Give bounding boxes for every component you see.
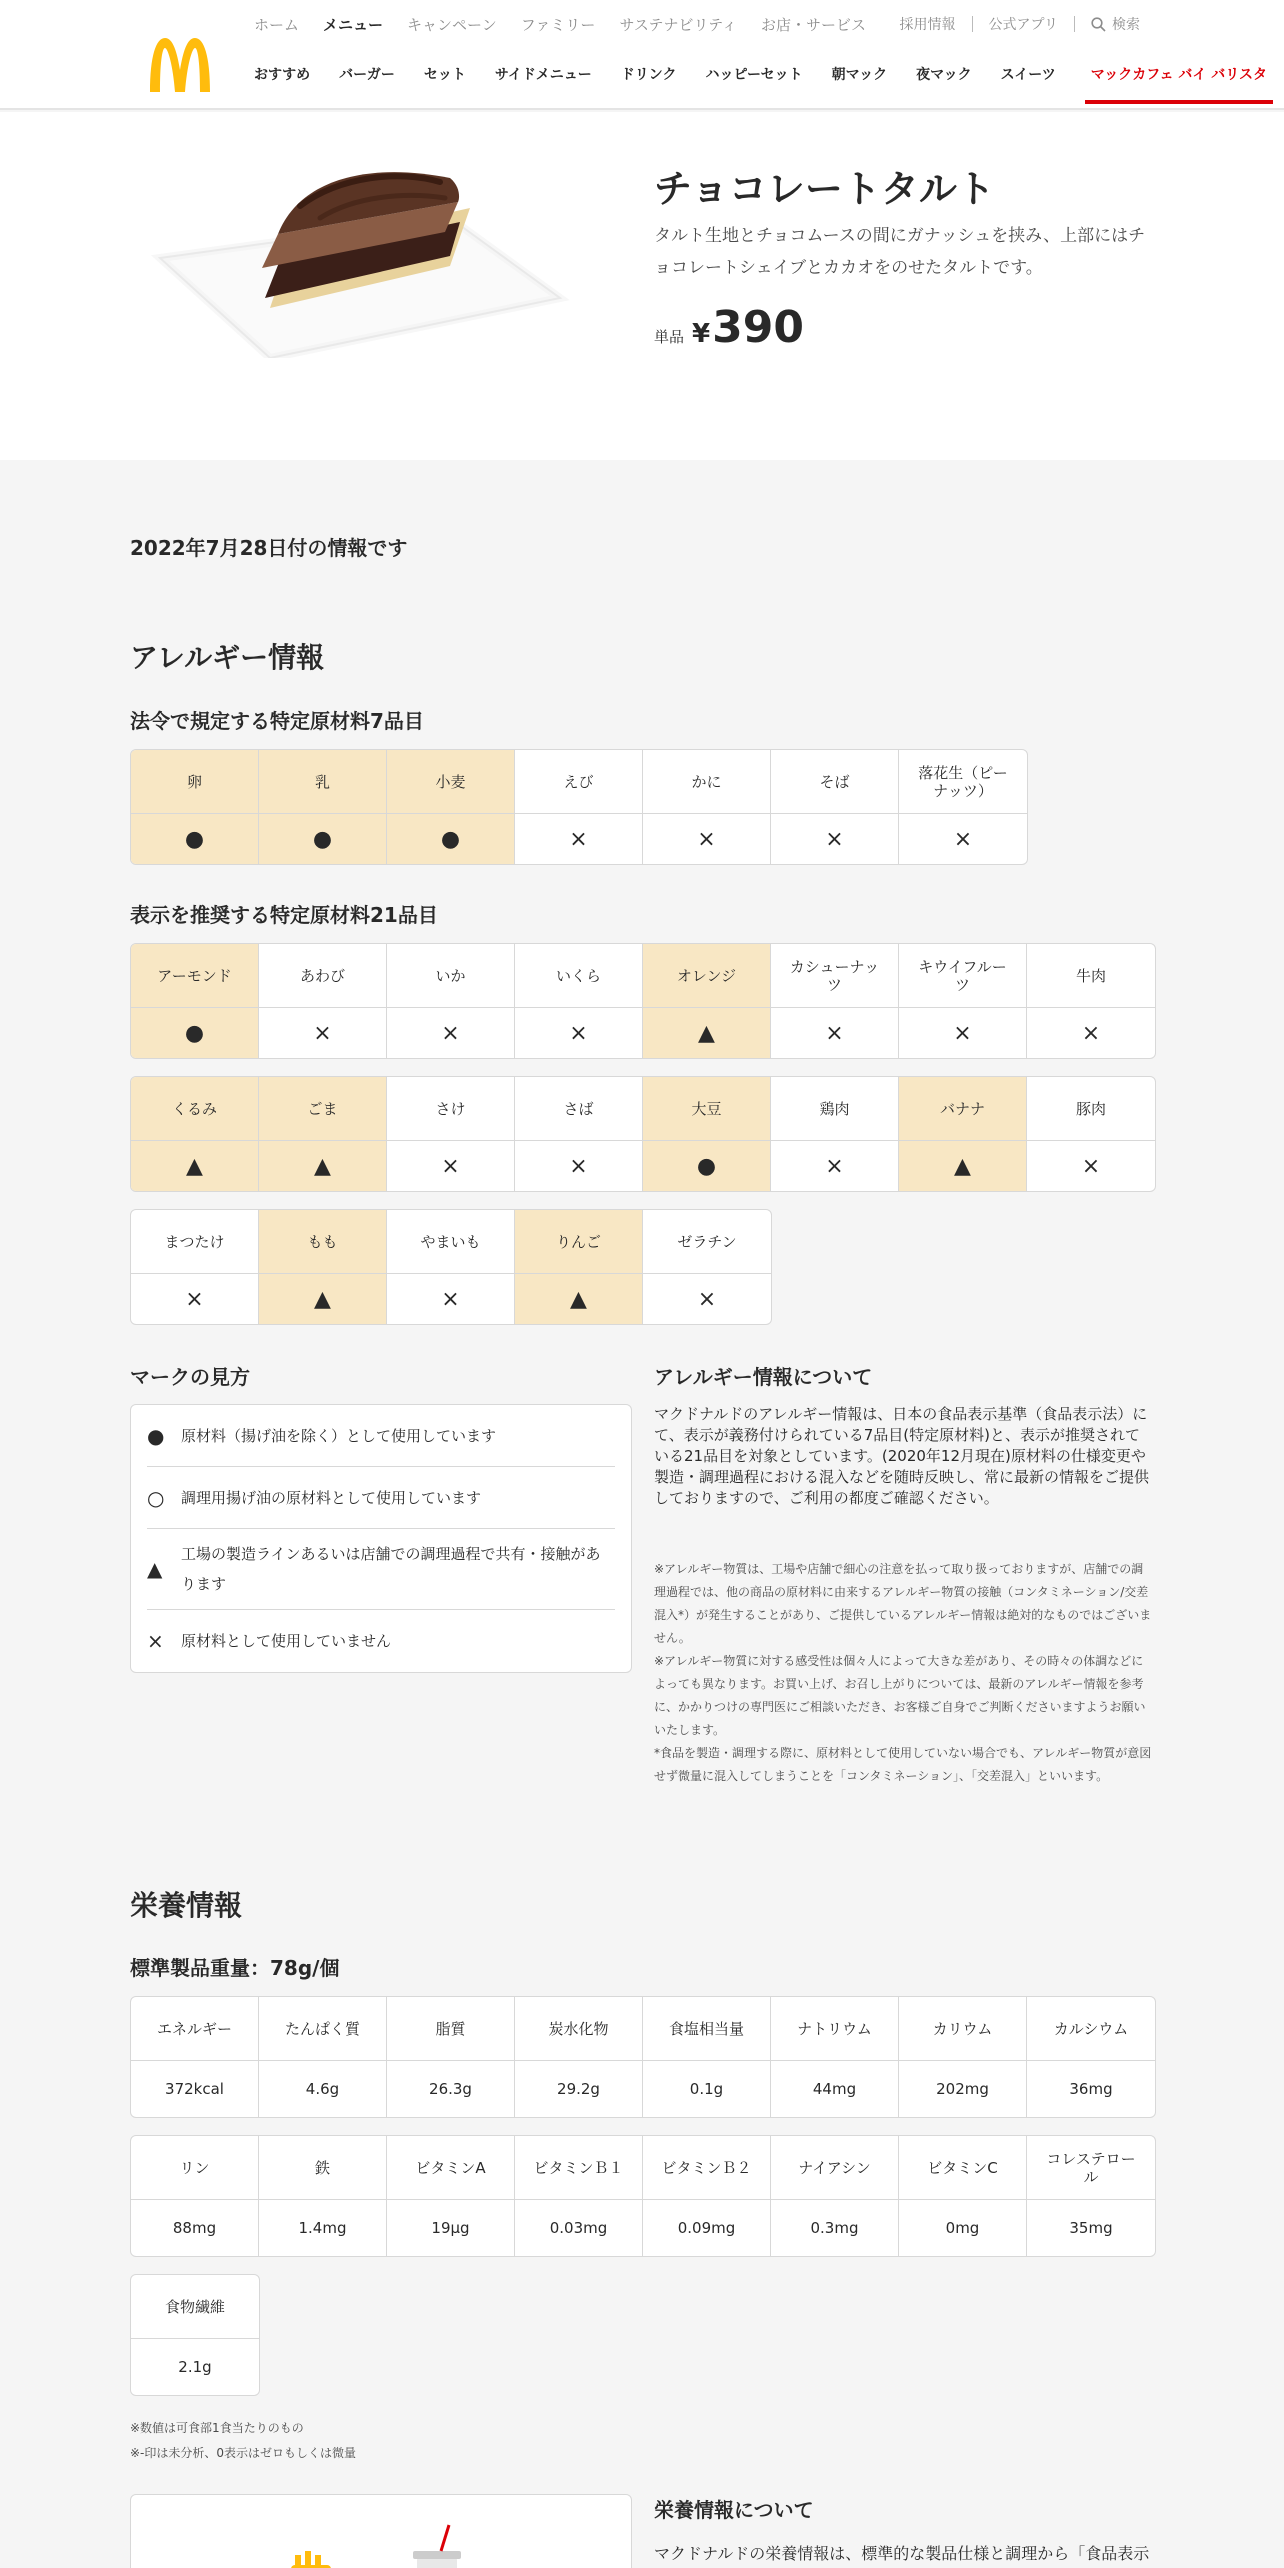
legend-row (147, 1529, 615, 1610)
allergen-mark: ● (312, 826, 333, 852)
allergen-mark: ● (696, 1153, 717, 1179)
nutrient-cell (387, 1997, 515, 2117)
price-currency: ¥ (692, 319, 711, 349)
nutrient-value: 0.1g (689, 2080, 724, 2098)
allergen-name: カシューナッツ (771, 944, 898, 1008)
legend-row (147, 1467, 615, 1529)
allergen-mark: × (441, 1020, 460, 1046)
nutrient-value: 0.3mg (810, 2219, 859, 2237)
nutrient-name: カルシウム (1027, 1997, 1155, 2061)
nutrient-value: 0.09mg (677, 2219, 736, 2237)
nutrient-name: リン (131, 2136, 258, 2200)
food-illustration (131, 2495, 632, 2568)
recommended-allergens-table (130, 1209, 772, 1325)
allergen-name: バナナ (899, 1077, 1026, 1141)
legend-symbol: × (147, 1629, 164, 1653)
nutrient-cell (899, 1997, 1027, 2117)
allergen-cell (771, 944, 899, 1058)
allergen-cell (131, 1077, 259, 1191)
legend-text: 原材料として使用していません (181, 1632, 392, 1650)
main-nav-item[interactable]: サイドメニュー (494, 67, 592, 83)
nutrient-name: 炭水化物 (515, 1997, 642, 2061)
util-link-app[interactable]: 公式アプリ (988, 17, 1058, 33)
nutrient-name: ナイアシン (771, 2136, 898, 2200)
main-nav-item[interactable]: 朝マック (831, 67, 888, 83)
allergen-name: くるみ (131, 1077, 258, 1141)
nutrition-table (130, 1996, 1156, 2118)
allergen-name: 乳 (259, 750, 386, 814)
allergen-mark: × (441, 1286, 460, 1312)
top-nav-item[interactable]: サステナビリティ (619, 16, 738, 34)
allergen-cell (643, 750, 771, 864)
legend-row (147, 1405, 615, 1467)
allergen-name: 牛肉 (1027, 944, 1155, 1008)
price-amount: 390 (712, 302, 804, 353)
main-nav-item[interactable]: セット (423, 67, 466, 83)
product-title: チョコレートタルト (654, 167, 995, 211)
allergen-name: ごま (259, 1077, 386, 1141)
nutrient-cell (259, 1997, 387, 2117)
nutrient-cell (771, 1997, 899, 2117)
nutrient-value: 372kcal (165, 2080, 224, 2098)
info-date: 2022年7月28日付の情報です (130, 536, 408, 560)
allergy-note: ※アレルギー物質に対する感受性は個々人によって大きな差があり、その時々の体調などによっても異なります。お買い上げ、お召し上がりについては、最新のアレルギー情報を参考に、かかりつけの専門医にご相談いただき、お客様ご自身でご判断くださいますようお願いいたします。 (654, 1654, 1146, 1737)
allergen-cell (259, 750, 387, 864)
nutrient-value: 202mg (936, 2080, 989, 2098)
allergen-cell (259, 944, 387, 1058)
nutrient-name: 脂質 (387, 1997, 514, 2061)
main-navigation (254, 64, 1273, 104)
nutrient-cell (259, 2136, 387, 2256)
nutrition-table (130, 2274, 260, 2396)
allergen-mark: × (825, 826, 844, 852)
nutrition-note: ※数値は可食部1食当たりのもの (130, 2421, 304, 2435)
site-header (0, 0, 1284, 110)
recommended-allergens-table (130, 1076, 1156, 1192)
mcdonalds-logo[interactable] (146, 36, 214, 92)
allergen-cell (515, 944, 643, 1058)
allergen-cell (131, 750, 259, 864)
required-allergens-title: 法令で規定する特定原材料7品目 (130, 709, 424, 733)
allergen-name: 小麦 (387, 750, 514, 814)
allergen-cell (643, 1077, 771, 1191)
allergen-name: オレンジ (643, 944, 770, 1008)
top-nav-item[interactable]: キャンペーン (407, 16, 497, 34)
allergen-mark: ● (184, 826, 205, 852)
main-nav-item[interactable]: スイーツ (1000, 67, 1056, 83)
allergen-mark: ● (184, 1020, 205, 1046)
allergen-name: いくら (515, 944, 642, 1008)
nutrient-cell (643, 1997, 771, 2117)
allergen-cell (1027, 1077, 1155, 1191)
allergy-about-notes (654, 1558, 1154, 1788)
allergen-mark: × (825, 1153, 844, 1179)
allergen-mark: × (569, 1153, 588, 1179)
nutrient-value: 36mg (1069, 2080, 1113, 2098)
nutrition-about-title: 栄養情報について (654, 2498, 814, 2522)
search-label: 検索 (1112, 17, 1140, 33)
allergen-mark: × (1081, 1020, 1101, 1046)
allergen-mark: ▲ (954, 1153, 971, 1179)
product-price (654, 302, 804, 353)
nutrition-weight: 標準製品重量：78g/個 (130, 1956, 340, 1980)
nutrient-name: 食塩相当量 (643, 1997, 770, 2061)
allergen-mark: ▲ (186, 1153, 203, 1179)
nutrition-illustration-card (130, 2494, 632, 2568)
nutrient-name: エネルギー (131, 1997, 258, 2061)
top-nav-item[interactable]: メニュー (323, 16, 384, 34)
legend-symbol: ○ (147, 1485, 165, 1510)
main-nav-item[interactable]: ハッピーセット (705, 67, 803, 83)
nutrient-name: 鉄 (259, 2136, 386, 2200)
allergen-mark: × (953, 826, 973, 852)
allergen-name: アーモンド (131, 944, 258, 1008)
allergen-name: やまいも (387, 1210, 514, 1274)
allergen-mark: × (1081, 1153, 1101, 1179)
allergen-mark: × (825, 1020, 844, 1046)
allergen-cell (771, 1077, 899, 1191)
nutrient-cell (1027, 2136, 1155, 2256)
allergen-mark: × (569, 1020, 588, 1046)
allergy-note: *食品を製造・調理する際に、原材料として使用していない場合でも、アレルギー物質が意図せず微量に混入してしまうことを「コンタミネーション」、「交差混入」といいます。 (654, 1746, 1152, 1783)
main-nav-item[interactable]: バーガー (339, 67, 395, 83)
nutrient-value: 0mg (945, 2219, 980, 2237)
allergen-mark: ▲ (570, 1286, 587, 1312)
allergen-cell (387, 944, 515, 1058)
main-nav-item[interactable]: おすすめ (254, 67, 311, 83)
allergen-mark: × (185, 1286, 204, 1312)
divider (972, 16, 973, 32)
allergen-mark: ▲ (698, 1020, 715, 1046)
allergen-mark: × (697, 1286, 717, 1312)
nutrient-value: 0.03mg (549, 2219, 608, 2237)
nutrition-note: ※-印は未分析、0表示はゼロもしくは微量 (130, 2446, 357, 2460)
price-unit: 単品 (654, 328, 685, 346)
allergy-about-body: マクドナルドのアレルギー情報は、日本の食品表示基準（食品表示法）にて、表示が義務付けられている7品目(特定原材料)と、表示が推奨されている21品目を対象としています。(2020年12月現在)原材料の仕様変更や製造・調理過程における混入などを随時反映し、常に最新の情報をご提供しておりますので、ご利用の都度ご確認ください。 (654, 1405, 1150, 1507)
legend-text: 原材料（揚げ油を除く）として使用しています (181, 1426, 497, 1445)
nutrient-value: 26.3g (429, 2080, 472, 2098)
allergen-name: えび (515, 750, 642, 814)
nutrient-value: 35mg (1069, 2219, 1113, 2237)
main-nav-item[interactable]: 夜マック (916, 67, 972, 83)
nutrient-name: カリウム (899, 1997, 1026, 2061)
allergen-cell (387, 1077, 515, 1191)
allergen-cell (387, 1210, 515, 1324)
legend-text: 工場の製造ラインあるいは店舗での調理過程で共有・接触があります (181, 1545, 601, 1593)
allergy-note: ※アレルギー物質は、工場や店舗で細心の注意を払って取り扱っておりますが、店舗での調理過程では、他の商品の原材料に由来するアレルギー物質の接触（コンタミネーション/交差混入*）が発生することがあり、ご提供しているアレルギー情報は絶対的なものではございません。 (654, 1562, 1152, 1645)
allergen-name: かに (643, 750, 770, 814)
legend-symbol: ● (147, 1423, 165, 1448)
nutrient-name: ビタミンA (387, 2136, 514, 2200)
top-nav-item[interactable]: ホーム (254, 16, 300, 34)
mark-legend (130, 1404, 632, 1673)
search-button[interactable] (1091, 14, 1140, 34)
nutrient-cell (131, 2275, 259, 2395)
nutrient-value: 1.4mg (298, 2219, 347, 2237)
allergen-cell (131, 1210, 259, 1324)
nutrient-value: 88mg (172, 2219, 217, 2237)
legend-symbol: ▲ (147, 1557, 163, 1581)
product-hero (0, 112, 1284, 460)
product-image (150, 148, 570, 358)
allergen-cell (515, 1210, 643, 1324)
nutrient-cell (515, 1997, 643, 2117)
main-nav-item[interactable]: マックカフェ バイ バリスタ (1085, 64, 1273, 104)
allergen-name: ゼラチン (643, 1210, 771, 1274)
nutrient-name: ナトリウム (771, 1997, 898, 2061)
nutrient-cell (1027, 1997, 1155, 2117)
allergen-mark: × (953, 1020, 972, 1046)
nutrient-value: 29.2g (557, 2080, 600, 2098)
allergen-cell (771, 750, 899, 864)
allergen-name: キウイフルーツ (899, 944, 1026, 1008)
allergen-name: そば (771, 750, 898, 814)
allergen-mark: × (569, 826, 588, 852)
allergen-name: 落花生（ピーナッツ） (899, 750, 1027, 814)
nutrient-value: 44mg (812, 2080, 857, 2098)
nutrient-name: ビタミンC (899, 2136, 1026, 2200)
nutrition-about-body: マクドナルドの栄養情報は、標準的な製品仕様と調理から「食品表示 (654, 2544, 1150, 2563)
allergen-cell (643, 1210, 771, 1324)
nutrient-cell (643, 2136, 771, 2256)
allergy-about-title: アレルギー情報について (654, 1365, 873, 1389)
top-nav-item[interactable]: ファミリー (520, 16, 596, 34)
allergen-mark: ▲ (314, 1153, 331, 1179)
nutrient-cell (131, 2136, 259, 2256)
allergen-cell (899, 1077, 1027, 1191)
nutrient-cell (131, 1997, 259, 2117)
nutrient-cell (387, 2136, 515, 2256)
utility-links (900, 14, 1140, 34)
allergen-name: りんご (515, 1210, 642, 1274)
allergen-name: まつたけ (131, 1210, 258, 1274)
nutrient-value: 4.6g (305, 2080, 340, 2098)
util-link-recruit[interactable]: 採用情報 (899, 17, 956, 33)
allergen-name: さけ (387, 1077, 514, 1141)
allergen-name: あわび (259, 944, 386, 1008)
recommended-allergens-title: 表示を推奨する特定原材料21品目 (130, 903, 438, 927)
nutrient-cell (899, 2136, 1027, 2256)
nutrient-cell (515, 2136, 643, 2256)
main-nav-item[interactable]: ドリンク (620, 67, 677, 83)
allergen-cell (259, 1210, 387, 1324)
allergen-cell (515, 750, 643, 864)
allergen-cell (259, 1077, 387, 1191)
allergen-name: 卵 (131, 750, 258, 814)
nutrient-name: 食物繊維 (131, 2275, 259, 2339)
allergen-mark: ● (440, 826, 461, 852)
nutrient-name: たんぱく質 (259, 1997, 386, 2061)
search-icon (1091, 17, 1106, 32)
nutrition-section-title: 栄養情報 (130, 1889, 243, 1922)
allergen-name: さば (515, 1077, 642, 1141)
nutrient-name: ビタミンＢ１ (515, 2136, 642, 2200)
allergen-cell (1027, 944, 1155, 1058)
allergen-mark: × (313, 1020, 332, 1046)
allergen-mark: × (441, 1153, 460, 1179)
nutrient-value: 19μg (431, 2219, 470, 2237)
allergen-cell (515, 1077, 643, 1191)
top-nav-item[interactable]: お店・サービス (761, 16, 867, 34)
divider (1074, 16, 1075, 32)
allergen-name: もも (259, 1210, 386, 1274)
nutrient-cell (771, 2136, 899, 2256)
allergen-mark: × (697, 826, 716, 852)
allergen-cell (899, 944, 1027, 1058)
legend-title: マークの見方 (130, 1365, 250, 1389)
legend-row (147, 1610, 615, 1672)
nutrient-value: 2.1g (178, 2358, 212, 2376)
allergen-mark: ▲ (314, 1286, 331, 1312)
allergen-cell (387, 750, 515, 864)
recommended-allergens-table (130, 943, 1156, 1059)
nutrient-name: コレステロール (1027, 2136, 1155, 2200)
allergen-cell (643, 944, 771, 1058)
allergen-name: 豚肉 (1027, 1077, 1155, 1141)
allergen-name: 鶏肉 (771, 1077, 898, 1141)
top-navigation (254, 14, 866, 35)
product-description: タルト生地とチョコムースの間にガナッシュを挟み、上部にはチョコレートシェイブとカカオをのせたタルトです。 (654, 226, 1146, 278)
allergen-name: 大豆 (643, 1077, 770, 1141)
nutrition-table (130, 2135, 1156, 2257)
allergen-cell (899, 750, 1027, 864)
legend-text: 調理用揚げ油の原材料として使用しています (181, 1488, 482, 1507)
nutrient-name: ビタミンＢ２ (643, 2136, 770, 2200)
allergy-section-title: アレルギー情報 (130, 641, 325, 674)
nutrition-notes (130, 2416, 356, 2466)
required-allergens-table (130, 749, 1028, 865)
allergen-cell (131, 944, 259, 1058)
allergen-name: いか (387, 944, 514, 1008)
